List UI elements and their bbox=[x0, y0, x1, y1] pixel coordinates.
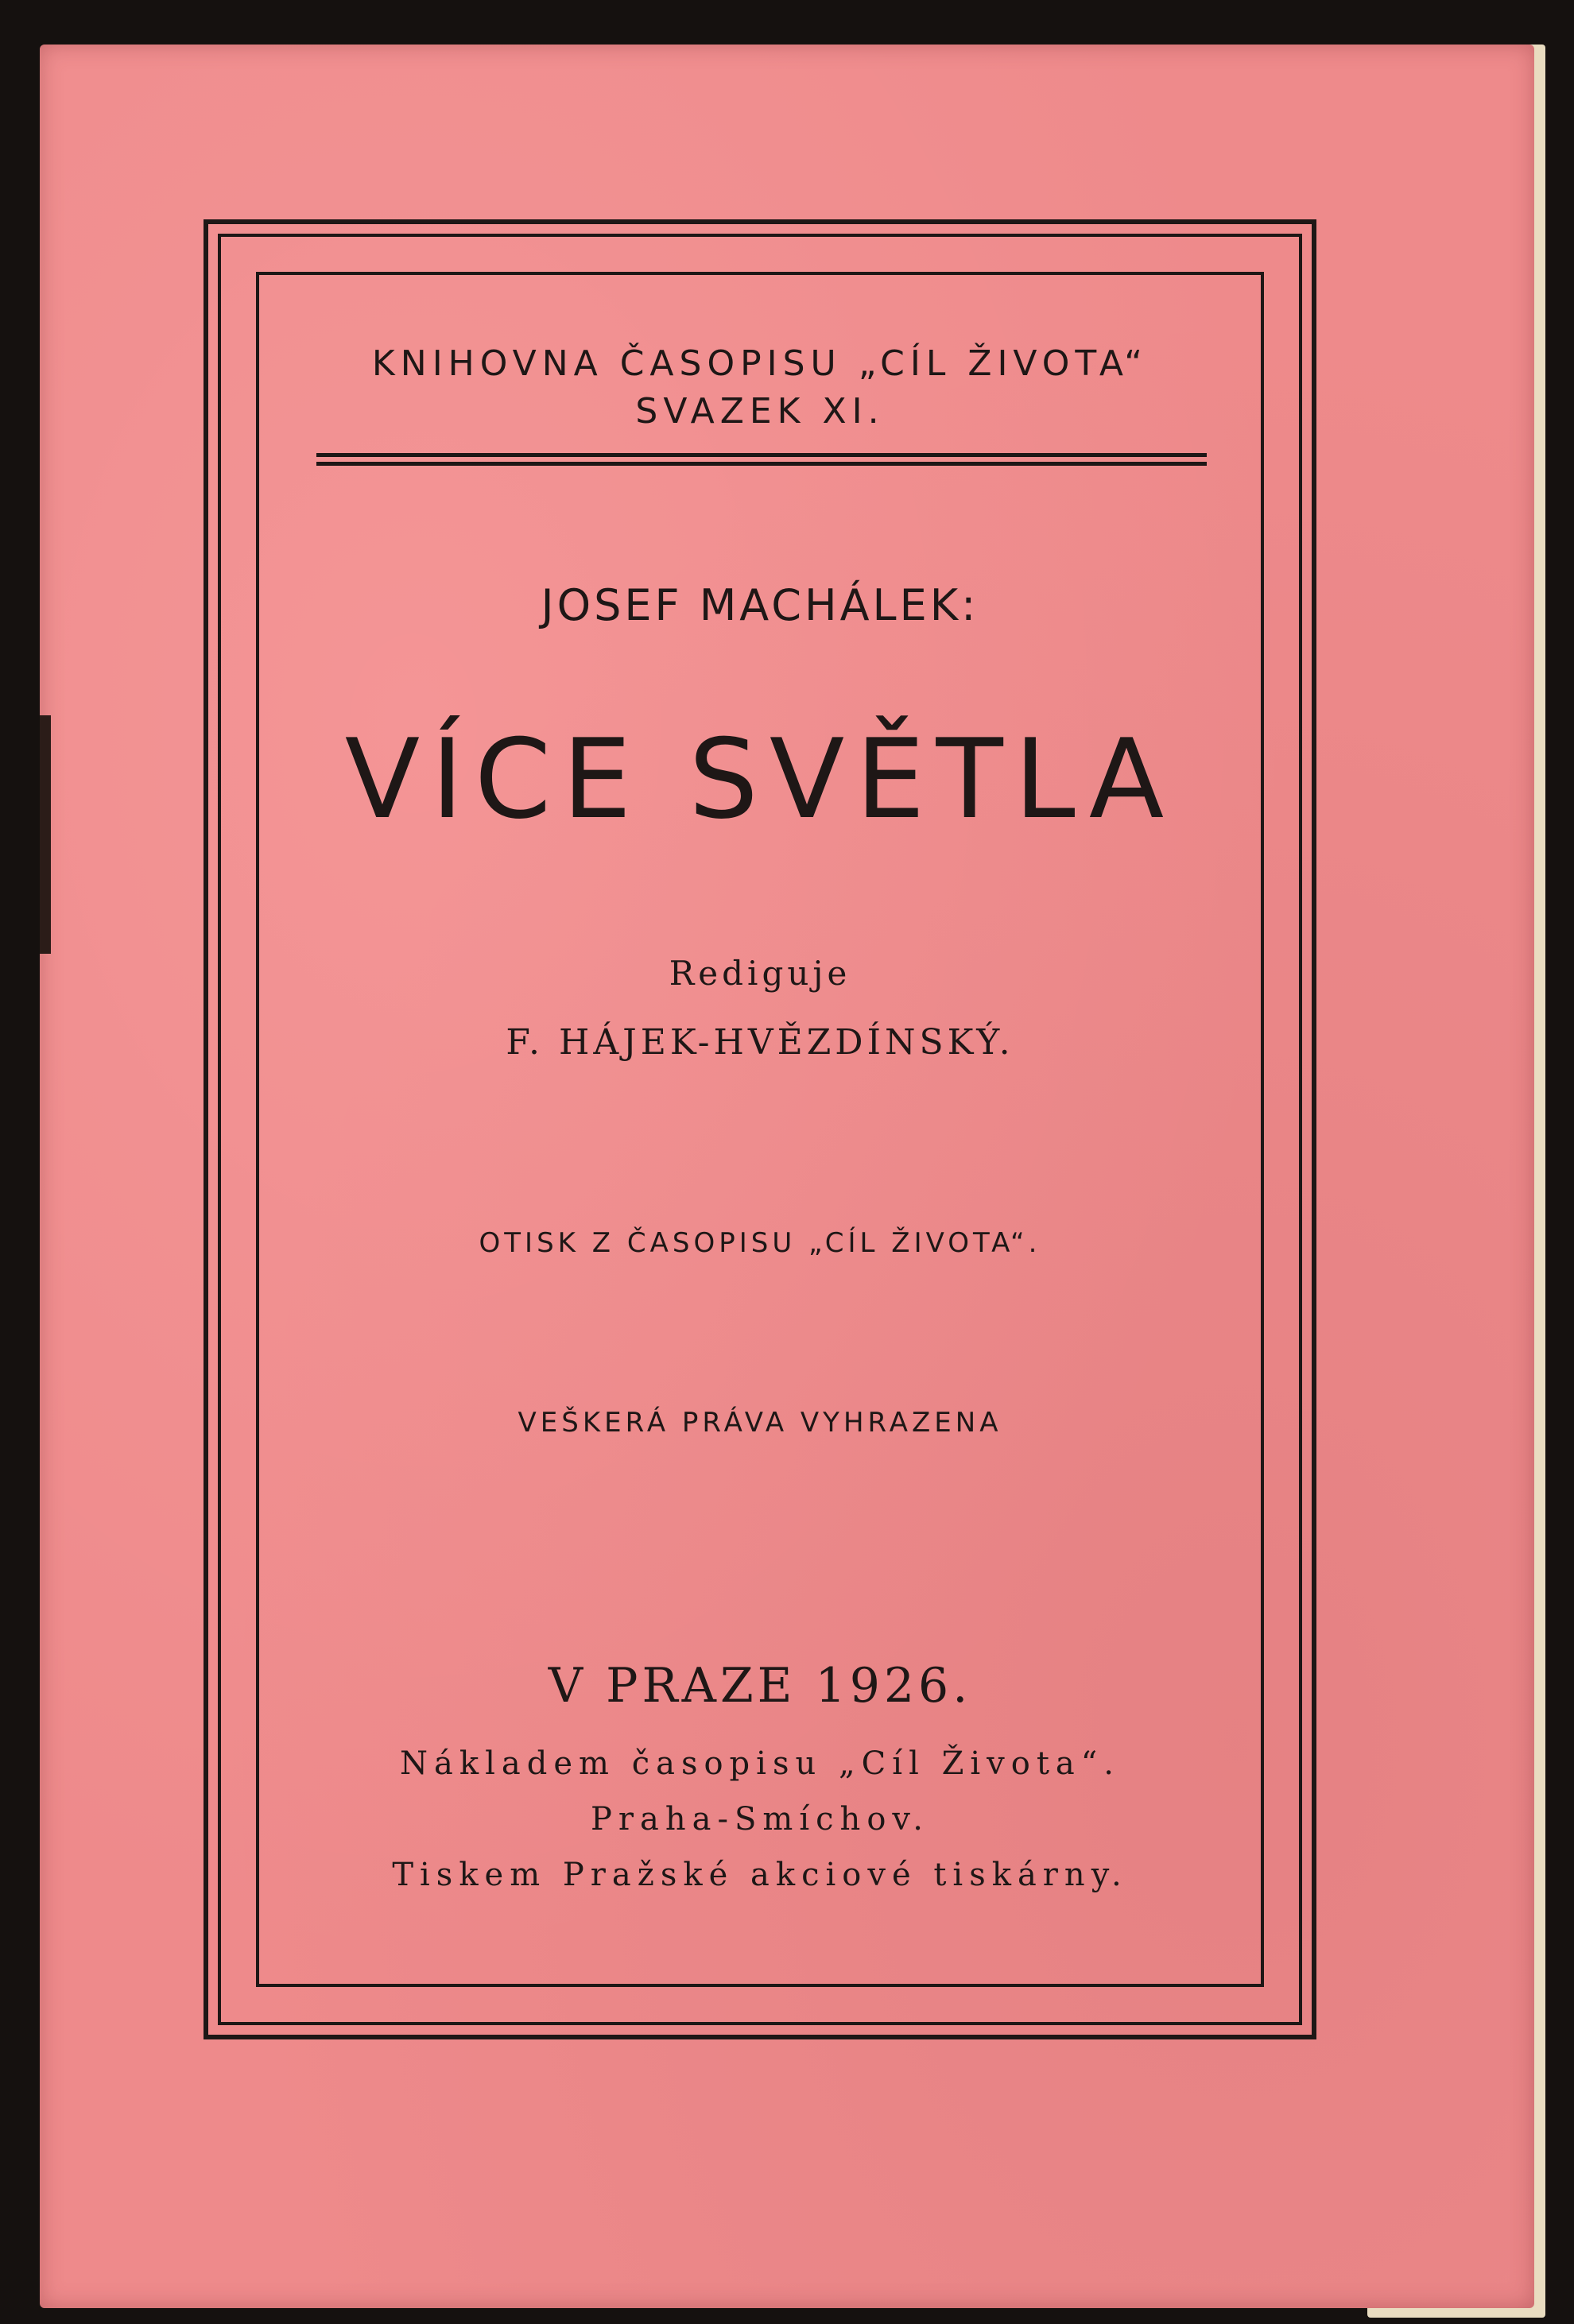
editor-label: Rediguje bbox=[669, 954, 851, 993]
author-name: JOSEF MACHÁLEK: bbox=[541, 580, 979, 630]
inner-frame-border bbox=[256, 272, 1264, 1987]
binding-staple bbox=[40, 715, 51, 954]
series-title: KNIHOVNA ČASOPISU „CÍL ŽIVOTA“ bbox=[371, 343, 1149, 384]
editor-name: F. HÁJEK-HVĚZDÍNSKÝ. bbox=[506, 1022, 1014, 1063]
place-and-year: V PRAZE 1926. bbox=[548, 1658, 972, 1714]
volume-number: SVAZEK XI. bbox=[635, 391, 885, 432]
publisher-line: Nákladem časopisu „Cíl Života“. bbox=[400, 1745, 1120, 1782]
printer-line: Tiskem Pražské akciové tiskárny. bbox=[392, 1857, 1128, 1893]
double-rule-divider bbox=[316, 453, 1207, 466]
rights-note: VEŠKERÁ PRÁVA VYHRAZENA bbox=[518, 1407, 1002, 1439]
publisher-city: Praha-Smíchov. bbox=[591, 1801, 929, 1838]
book-title: VÍCE SVĚTLA bbox=[344, 715, 1176, 843]
reprint-note: OTISK Z ČASOPISU „CÍL ŽIVOTA“. bbox=[479, 1227, 1041, 1259]
